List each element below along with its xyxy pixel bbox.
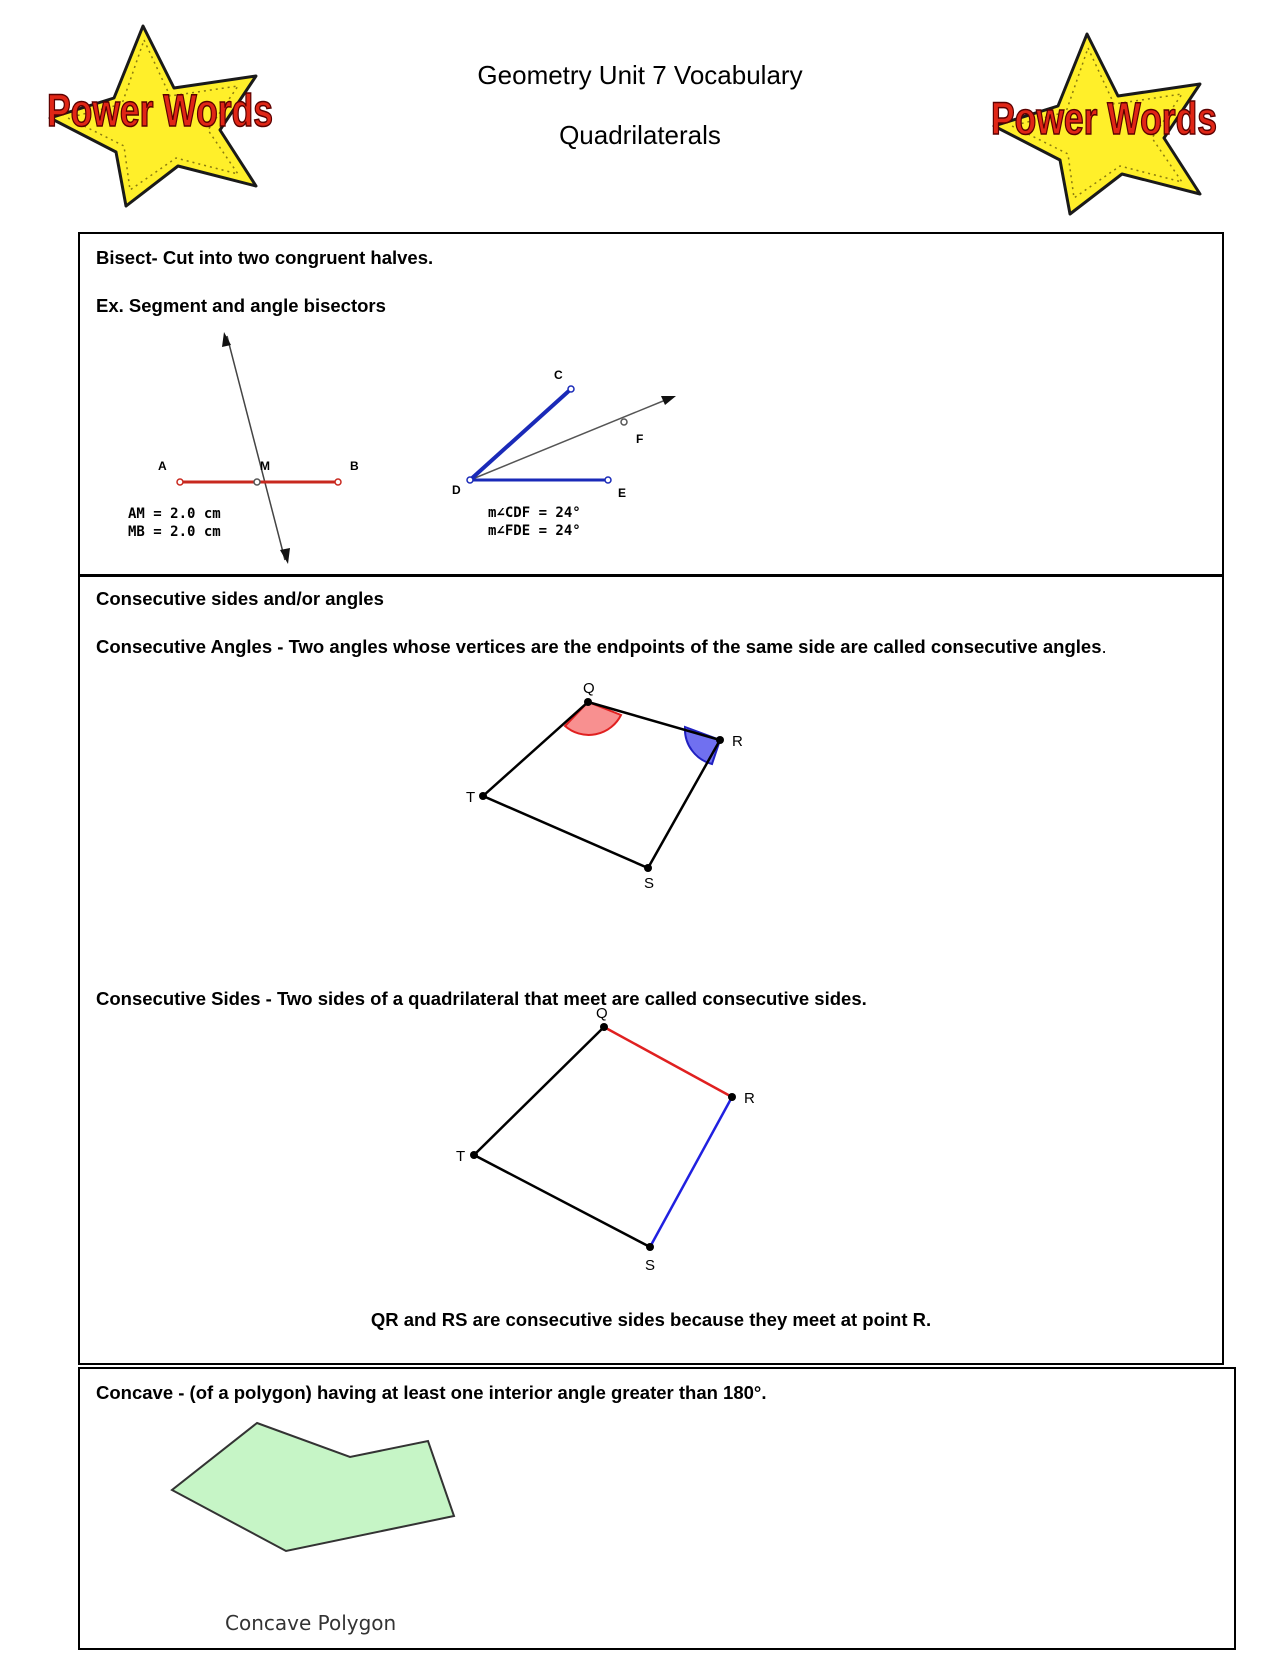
concave-section — [78, 1367, 1236, 1650]
concave-polygon-figure — [160, 1419, 460, 1599]
angles-label-t: T — [466, 789, 476, 806]
angle-label-f: F — [636, 432, 644, 446]
power-words-logo-right — [982, 28, 1227, 218]
angle-bisector-figure — [440, 349, 770, 549]
segment-label-m: M — [260, 459, 270, 473]
segment-measure-mb: MB = 2.0 cm — [128, 524, 221, 540]
consecutive-angles-definition: Consecutive Angles - Two angles whose vertices are the endpoints of the same side are called consecutive angles. — [96, 636, 1107, 657]
concave-polygon-caption: Concave Polygon — [225, 1611, 397, 1635]
logo-text-right: Power Words — [991, 93, 1217, 144]
bisect-section — [78, 232, 1224, 576]
page-subtitle: Quadrilaterals — [559, 120, 721, 150]
segment-label-b: B — [350, 459, 359, 473]
page-title: Geometry Unit 7 Vocabulary — [477, 60, 803, 90]
logo-text-left: Power Words — [47, 85, 273, 136]
angles-label-s: S — [644, 875, 655, 892]
consecutive-section — [78, 575, 1224, 1365]
consecutive-sides-definition: Consecutive Sides - Two sides of a quadrilateral that meet are called consecutive sides. — [96, 988, 867, 1009]
angles-label-r: R — [732, 733, 743, 750]
angle-measure-cdf: m∠CDF = 24° — [488, 505, 581, 521]
bisect-definition: Bisect- Cut into two congruent halves. — [96, 247, 434, 268]
consecutive-sides-figure — [456, 1005, 880, 1287]
segment-label-a: A — [158, 459, 167, 473]
angle-label-c: C — [554, 368, 563, 382]
consecutive-sides-caption: QR and RS are consecutive sides because they meet at point R. — [370, 1309, 932, 1330]
segment-bisector-figure — [120, 334, 440, 574]
sides-label-t: T — [456, 1148, 466, 1165]
concave-definition: Concave - (of a polygon) having at least one interior angle greater than 180°. — [96, 1382, 767, 1403]
sides-label-q: Q — [596, 1005, 608, 1022]
angle-label-e: E — [618, 486, 627, 500]
angles-label-q: Q — [583, 680, 595, 697]
power-words-logo-left — [38, 20, 283, 210]
segment-measure-am: AM = 2.0 cm — [128, 506, 221, 522]
consecutive-heading: Consecutive sides and/or angles — [96, 588, 384, 609]
sides-label-s: S — [645, 1257, 656, 1274]
bisect-example: Ex. Segment and angle bisectors — [96, 295, 386, 316]
consecutive-angles-figure — [466, 680, 880, 932]
sides-label-r: R — [744, 1090, 755, 1107]
angle-measure-fde: m∠FDE = 24° — [488, 523, 581, 539]
angle-label-d: D — [452, 483, 461, 497]
